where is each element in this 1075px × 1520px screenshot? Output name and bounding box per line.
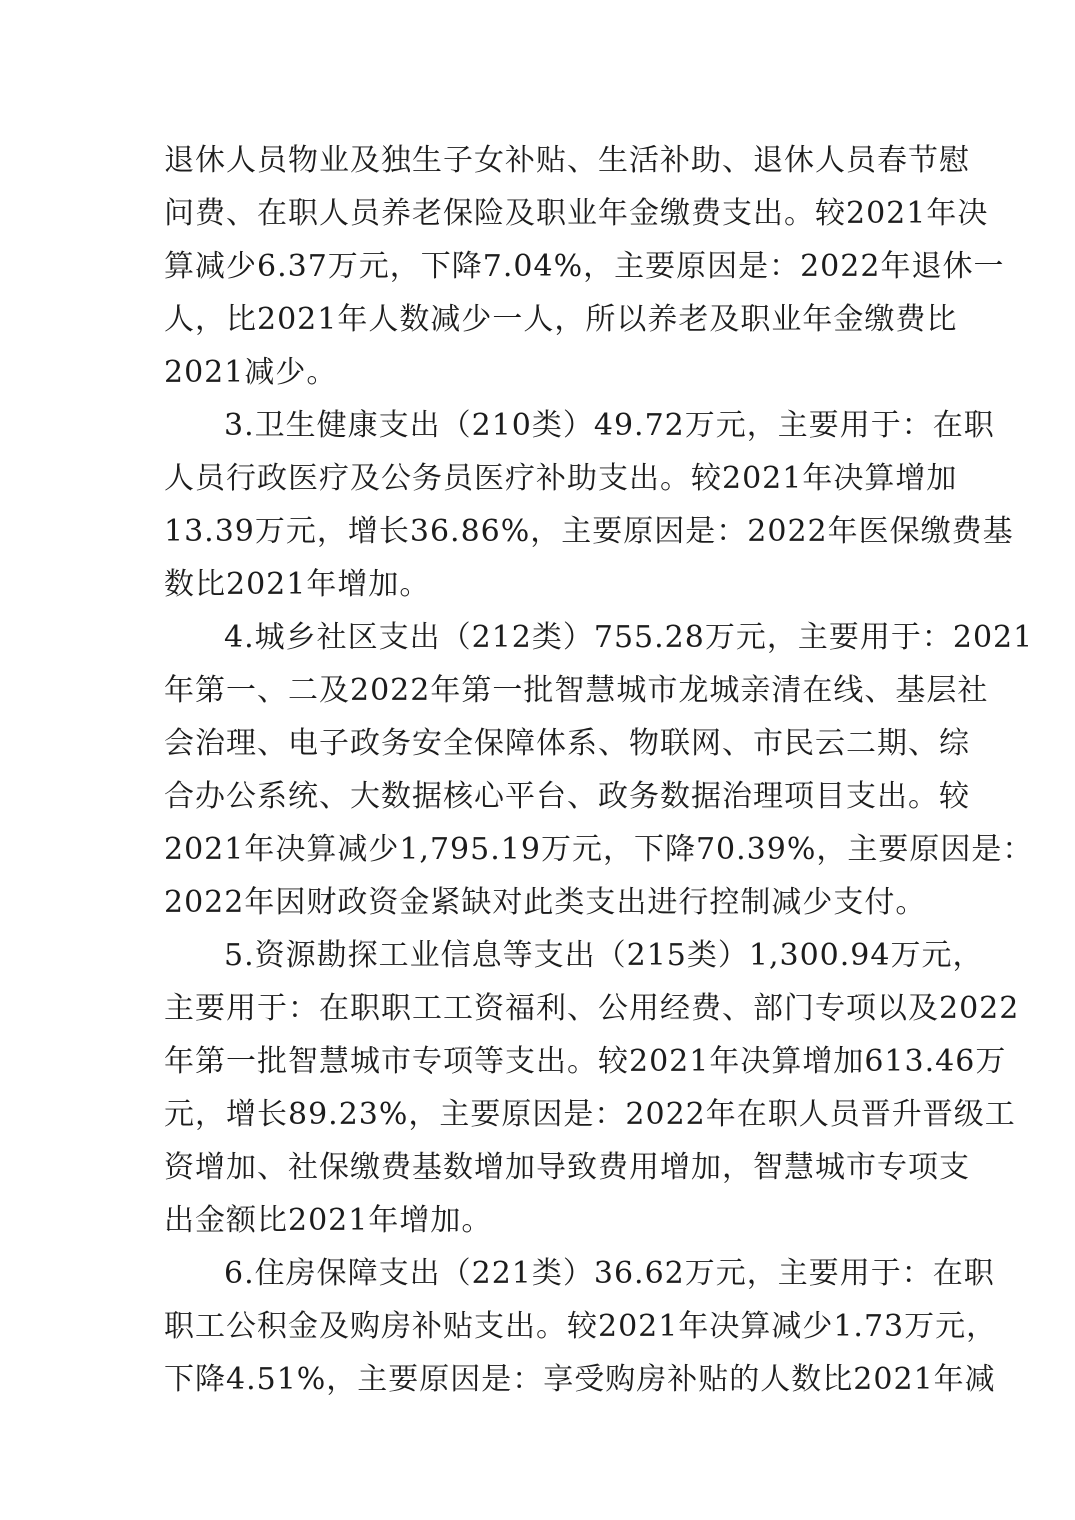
text-line: 算减少6.37万元，下降7.04%，主要原因是：2022年退休一 bbox=[164, 249, 1005, 284]
text-line: 退休人员物业及独生子女补贴、生活补助、退休人员春节慰 bbox=[164, 143, 970, 178]
text-line: 2021减少。 bbox=[164, 355, 338, 390]
text-line: 职工公积金及购房补贴支出。较2021年决算减少1.73万元， bbox=[164, 1309, 998, 1344]
text-line: 年第一批智慧城市专项等支出。较2021年决算增加613.46万 bbox=[164, 1044, 1007, 1079]
text-line: 下降4.51%，主要原因是：享受购房补贴的人数比2021年减 bbox=[164, 1362, 996, 1397]
text-line: 会治理、电子政务安全保障体系、物联网、市民云二期、综 bbox=[164, 726, 970, 761]
text-line: 年第一、二及2022年第一批智慧城市龙城亲清在线、基层社 bbox=[164, 673, 989, 708]
text-line: 4.城乡社区支出（212类）755.28万元，主要用于：2021 bbox=[224, 620, 1034, 655]
paragraph-housing-security bbox=[0, 1247, 1075, 1406]
text-line: 2022年因财政资金紧缺对此类支出进行控制减少支付。 bbox=[164, 885, 927, 920]
text-line: 5.资源勘探工业信息等支出（215类）1,300.94万元， bbox=[224, 938, 984, 973]
text-line: 2021年决算减少1,795.19万元，下降70.39%，主要原因是： bbox=[164, 832, 1034, 867]
text-line: 6.住房保障支出（221类）36.62万元，主要用于：在职 bbox=[224, 1256, 995, 1291]
text-line: 数比2021年增加。 bbox=[164, 567, 431, 602]
text-line: 主要用于：在职职工工资福利、公用经费、部门专项以及2022 bbox=[164, 991, 1020, 1026]
paragraph-retirement-pension bbox=[0, 134, 1075, 399]
text-line: 资增加、社保缴费基数增加导致费用增加，智慧城市专项支 bbox=[164, 1150, 970, 1185]
text-line: 3.卫生健康支出（210类）49.72万元，主要用于：在职 bbox=[224, 408, 995, 443]
text-line: 人员行政医疗及公务员医疗补助支出。较2021年决算增加 bbox=[164, 461, 958, 496]
document-body bbox=[0, 134, 1075, 1406]
paragraph-health-expenditure bbox=[0, 399, 1075, 611]
text-line: 13.39万元，增长36.86%，主要原因是：2022年医保缴费基 bbox=[164, 514, 1014, 549]
text-line: 元，增长89.23%，主要原因是：2022年在职人员晋升晋级工 bbox=[164, 1097, 1016, 1132]
paragraph-urban-rural-community bbox=[0, 611, 1075, 929]
text-line: 合办公系统、大数据核心平台、政务数据治理项目支出。较 bbox=[164, 779, 970, 814]
paragraph-resource-industry-info bbox=[0, 929, 1075, 1247]
text-line: 出金额比2021年增加。 bbox=[164, 1203, 493, 1238]
text-line: 问费、在职人员养老保险及职业年金缴费支出。较2021年决 bbox=[164, 196, 989, 231]
text-line: 人，比2021年人数减少一人，所以养老及职业年金缴费比 bbox=[164, 302, 958, 337]
